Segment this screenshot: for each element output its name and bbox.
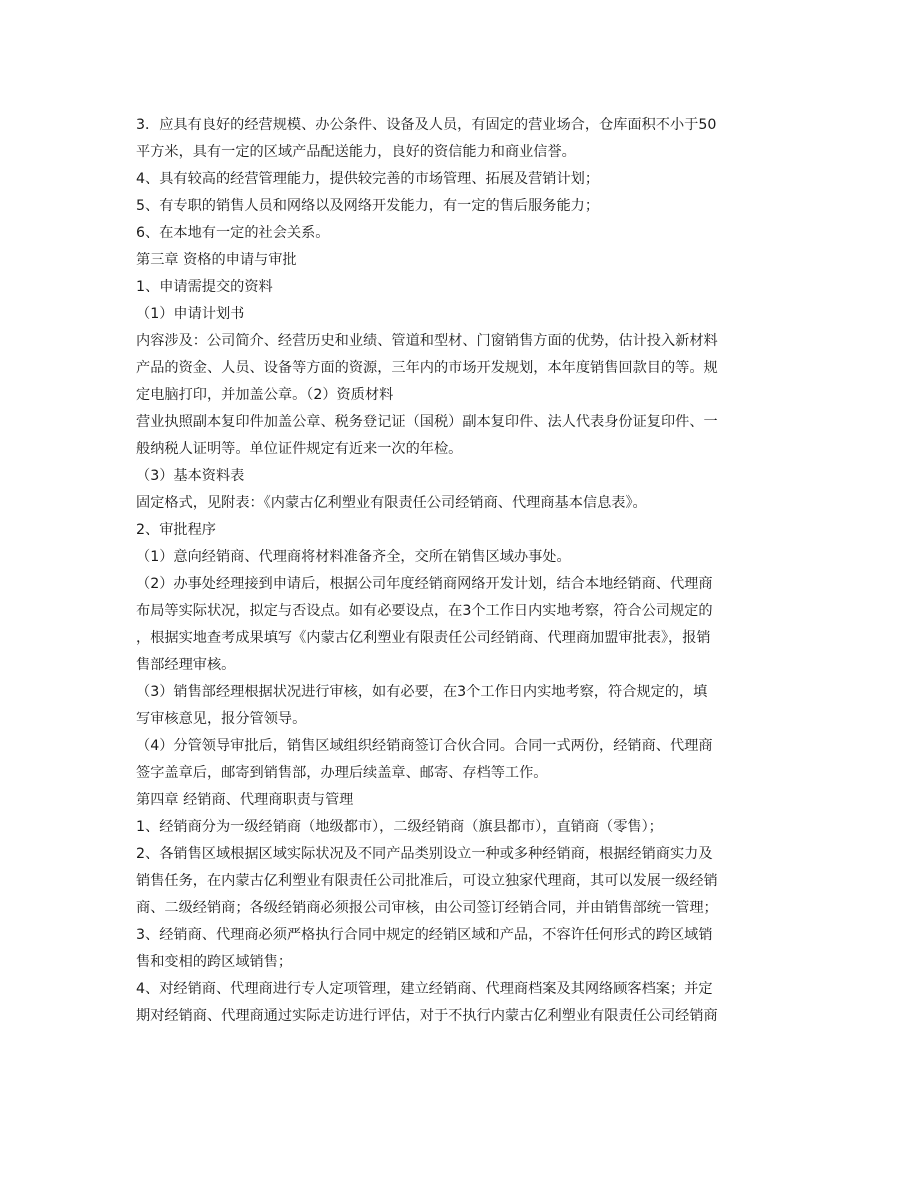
text-line: 般纳税人证明等。单位证件规定有近来一次的年检。 (136, 441, 463, 457)
text-line: ，根据实地查考成果填写《内蒙古亿利塑业有限责任公司经销商、代理商加盟审批表》，报销 (136, 630, 711, 646)
text-line: 售和变相的跨区域销售； (136, 954, 293, 970)
text-line: 商、二级经销商；各级经销商必须报公司审核，由公司签订经销合同，并由销售部统一管理； (136, 900, 718, 916)
text-line: 产品的资金、人员、设备等方面的资源，三年内的市场开发规划，本年度销售回款目的等。规 (136, 360, 718, 376)
text-line: （1）申请计划书 (136, 306, 245, 322)
document-body (136, 112, 788, 1030)
text-line: 1、申请需提交的资料 (136, 279, 273, 295)
text-line: 内容涉及：公司简介、经营历史和业绩、管道和型材、门窗销售方面的优势，估计投入新材料 (136, 333, 718, 349)
text-line: （2）办事处经理接到申请后，根据公司年度经销商网络开发计划，结合本地经销商、代理商 (136, 576, 713, 592)
text-line: 5、有专职的销售人员和网络以及网络开发能力，有一定的售后服务能力； (136, 198, 600, 214)
text-line: 营业执照副本复印件加盖公章、税务登记证（国税）副本复印件、法人代表身份证复印件、一 (136, 414, 718, 430)
text-line: 3．应具有良好的经营规模、办公条件、设备及人员，有固定的营业场合，仓库面积不小于50 (136, 117, 717, 133)
text-line: 定电脑打印，并加盖公章。（2）资质材料 (136, 387, 394, 403)
text-line: 销售任务，在内蒙古亿利塑业有限责任公司批准后，可设立独家代理商，其可以发展一级经销 (136, 873, 718, 889)
text-line: 第四章 经销商、代理商职责与管理 (136, 792, 354, 808)
text-line: 4、对经销商、代理商进行专人定项管理，建立经销商、代理商档案及其网络顾客档案；并定 (136, 981, 713, 997)
text-line: 3、经销商、代理商必须严格执行合同中规定的经销区域和产品，不容许任何形式的跨区域销 (136, 927, 713, 943)
text-line: 布局等实际状况，拟定与否设点。如有必要设点，在3个工作日内实地考察，符合公司规定的 (136, 603, 713, 619)
text-line: 第三章 资格的申请与审批 (136, 252, 297, 268)
text-line: （4）分管领导审批后，销售区域组织经销商签订合伙合同。合同一式两份，经销商、代理商 (136, 738, 713, 754)
text-line: 1、经销商分为一级经销商（地级都市），二级经销商（旗县都市），直销商（零售）； (136, 819, 663, 835)
text-line: （1）意向经销商、代理商将材料准备齐全，交所在销售区域办事处。 (136, 549, 571, 565)
text-line: 固定格式，见附表：《内蒙古亿利塑业有限责任公司经销商、代理商基本信息表》。 (136, 495, 647, 511)
text-line: 写审核意见，报分管领导。 (136, 711, 307, 727)
text-line: 售部经理审核。 (136, 657, 236, 673)
text-line: 2、审批程序 (136, 522, 216, 538)
text-line: 签字盖章后，邮寄到销售部，办理后续盖章、邮寄、存档等工作。 (136, 765, 548, 781)
text-line: 6、在本地有一定的社会关系。 (136, 225, 330, 241)
text-line: 期对经销商、代理商通过实际走访进行评估，对于不执行内蒙古亿利塑业有限责任公司经销商 (136, 1008, 718, 1024)
text-line: 平方米，具有一定的区域产品配送能力，良好的资信能力和商业信誉。 (136, 144, 576, 160)
text-line: 4、具有较高的经营管理能力，提供较完善的市场管理、拓展及营销计划； (136, 171, 600, 187)
text-line: （3）基本资料表 (136, 468, 245, 484)
text-line: 2、各销售区域根据区域实际状况及不同产品类别设立一种或多种经销商，根据经销商实力及 (136, 846, 713, 862)
text-line: （3）销售部经理根据状况进行审核，如有必要，在3个工作日内实地考察，符合规定的，填 (136, 684, 708, 700)
